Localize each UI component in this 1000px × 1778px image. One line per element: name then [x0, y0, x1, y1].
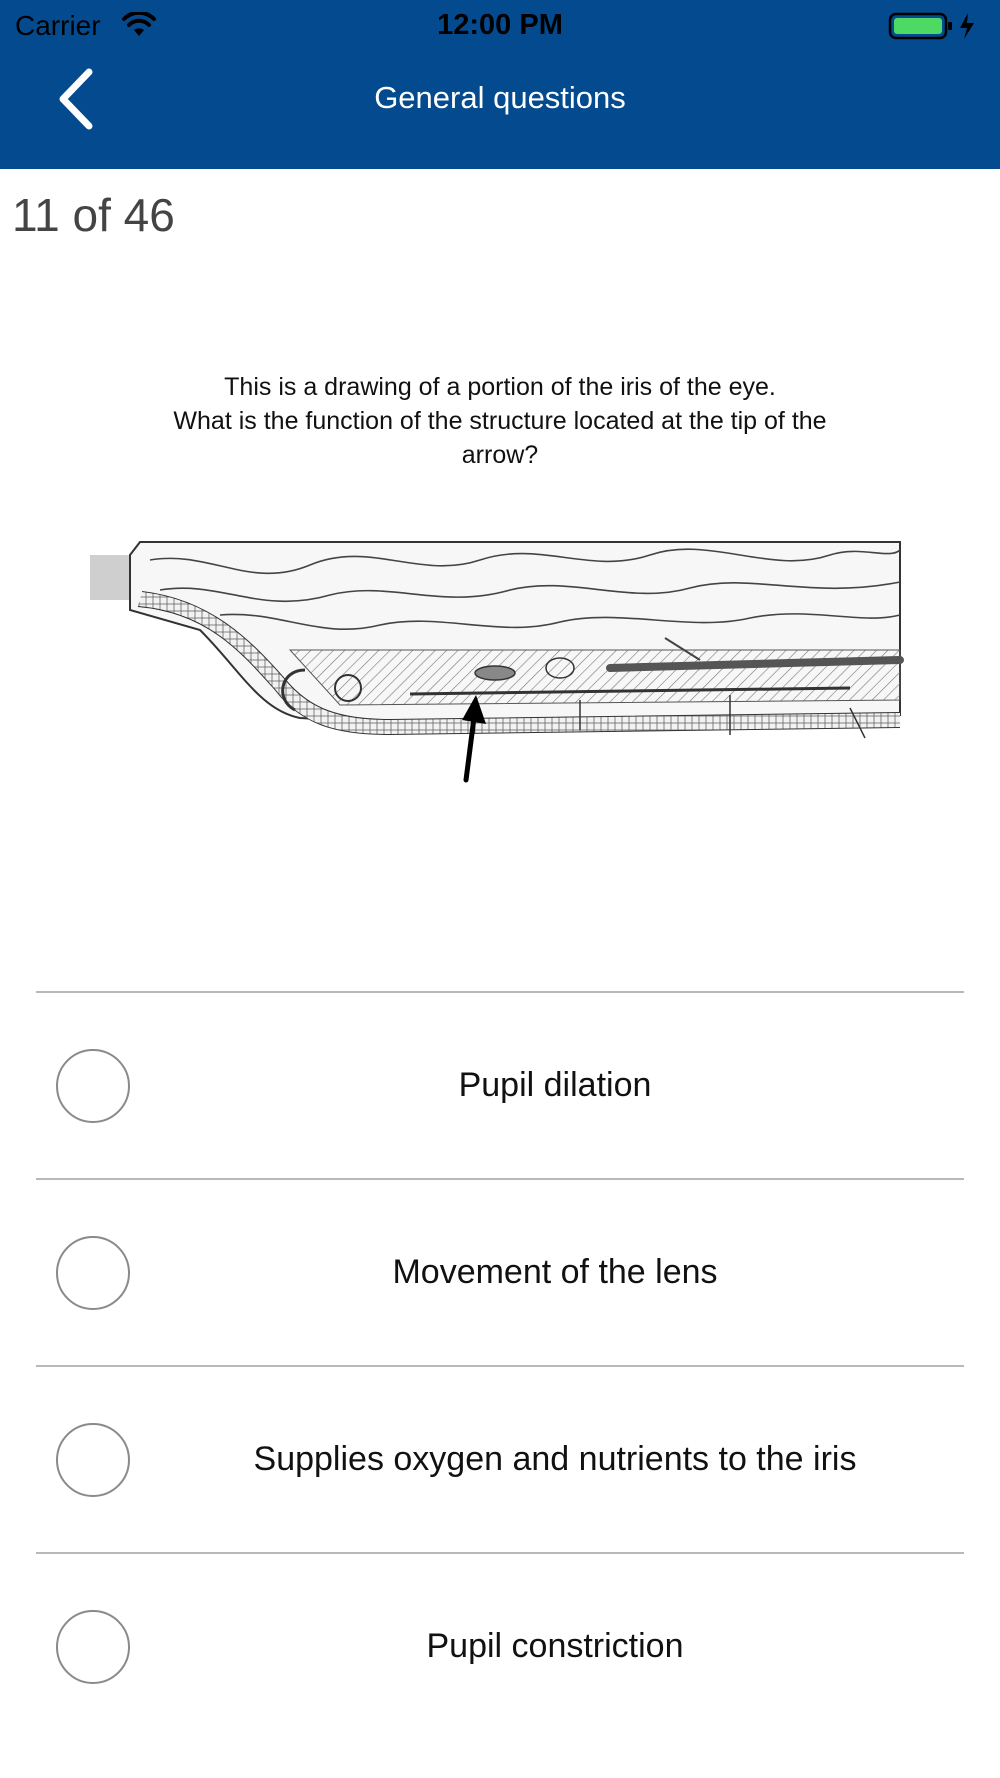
question-text [90, 370, 910, 472]
answer-options [36, 991, 964, 1739]
battery-icon [888, 11, 980, 46]
question-line: This is a drawing of a portion of the iris of the eye. [224, 373, 776, 401]
answer-label: Pupil constriction [426, 1627, 684, 1665]
question-progress: 11 of 46 [12, 189, 175, 241]
answer-option[interactable] [36, 1552, 964, 1739]
radio-button[interactable] [56, 1610, 130, 1684]
question-line: arrow? [461, 441, 539, 469]
answer-option[interactable] [36, 1178, 964, 1365]
nav-bar [0, 50, 1000, 169]
radio-button[interactable] [56, 1423, 130, 1497]
clock: 12:00 PM [437, 9, 563, 41]
iris-diagram [90, 520, 910, 790]
carrier-label: Carrier [15, 10, 101, 41]
radio-button[interactable] [56, 1049, 130, 1123]
answer-label: Pupil dilation [458, 1066, 652, 1104]
answer-option[interactable] [36, 1365, 964, 1552]
question-line: What is the function of the structure located at the tip of the [173, 407, 827, 435]
page-title: General questions [374, 80, 626, 115]
status-bar [0, 0, 1000, 50]
header [0, 0, 1000, 169]
question-image [90, 370, 910, 810]
answer-option[interactable] [36, 991, 964, 1178]
answer-label: Supplies oxygen and nutrients to the iris [253, 1440, 857, 1478]
radio-button[interactable] [56, 1236, 130, 1310]
answer-label: Movement of the lens [392, 1253, 718, 1291]
